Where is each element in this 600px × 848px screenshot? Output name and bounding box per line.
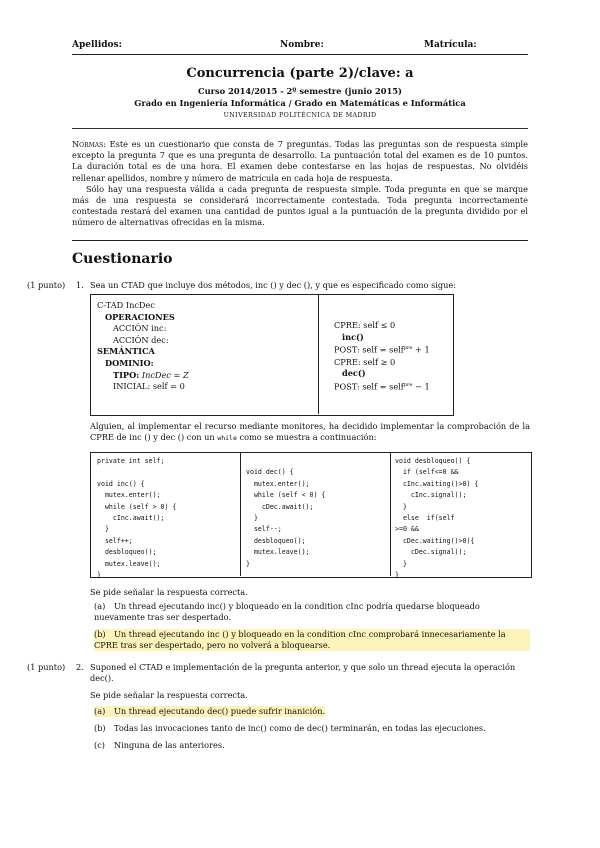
- option-letter: (a): [94, 601, 106, 611]
- ctad-semantics-heading: SEMÁNTICA: [97, 346, 155, 357]
- option-text: Todas las invocaciones tanto de inc() como de dec() terminarán, en todas las ejecuciones.: [114, 723, 486, 733]
- option-text: Un thread ejecutando dec() puede sufrir inanición.: [114, 706, 326, 716]
- course-line: Curso 2014/2015 - 2º semestre (junio 2015): [198, 86, 402, 96]
- q1-option-a[interactable]: [94, 601, 530, 623]
- norms-bottom-divider: [72, 240, 528, 241]
- code-divider-1: [240, 452, 241, 576]
- ctad-type-label: TIPO:: [113, 369, 140, 380]
- cpre-inc: CPRE: self ≤ 0: [334, 320, 396, 330]
- q2-option-b[interactable]: [94, 723, 530, 734]
- code-column-inc: private int self; void inc() { mutex.enter(); while (self > 0) { cInc.await(); } self++; desbloqueo(); mutex.leave(); }: [97, 457, 177, 580]
- q1-implementation-text: Alguien, al implementar el recurso mediante monitores, ha decidido implementar la comprobación de la CPRE de inc () y dec () con un while como se muestra a continuación:: [90, 421, 530, 442]
- ctad-action-inc: ACCIÓN inc:: [113, 323, 167, 334]
- option-letter: (b): [94, 629, 106, 639]
- nombre-label: Nombre:: [280, 40, 324, 50]
- ctad-domain-heading: DOMINIO:: [105, 357, 154, 368]
- code-column-dec: void dec() { mutex.enter(); while (self < 0) { cDec.await(); } self--; desbloqueo(); mutex.leave(); }: [246, 468, 326, 568]
- ctad-operations-heading: OPERACIONES: [105, 311, 175, 322]
- section-title: Cuestionario: [72, 251, 173, 267]
- ctad-type-value: IncDec = Z: [139, 369, 189, 380]
- option-text: Un thread ejecutando inc() y bloqueado en la condition cInc podría quedarse bloqueado nuevamente tras ser despertado.: [94, 601, 480, 623]
- op-dec: dec(): [342, 368, 366, 379]
- q1-points: (1 punto): [27, 280, 66, 290]
- q1-number: 1.: [76, 280, 84, 290]
- q1-prompt: Se pide señalar la respuesta correcta.: [90, 587, 248, 597]
- norms-paragraph-2: Sólo hay una respuesta válida a cada pregunta de respuesta simple. Toda pregunta en que se marque más de una respuesta se considerará incorrectamente contestada. Toda pregunta incorrectamente contestada restará del examen una cantidad de puntos igual a la puntuación de la pregunta dividido por el número de alternativas ofrecidas en la misma.: [72, 183, 528, 228]
- norms-paragraph-1: : Este es un cuestionario que consta de 7 preguntas. Todas las preguntas son de respuesta simple excepto la pregunta 7 que es una pregunta de desarrollo. La puntuación total del examen es de 10 puntos. La duración total es de una hora. El examen debe contestarse en las hojas de respuestas. No olvidéis rellenar apellidos, nombre y número de matrícula en cada hoja de respuesta.: [72, 139, 528, 183]
- q2-number: 2.: [76, 662, 84, 672]
- q2-prompt: Se pide señalar la respuesta correcta.: [90, 690, 248, 700]
- norms-lead: Normas: [72, 139, 104, 149]
- ctad-spec-divider: [318, 294, 319, 414]
- ctad-name: C-TAD IncDec: [97, 300, 155, 310]
- ctad-spec-right: [334, 320, 430, 393]
- q2-option-a[interactable]: [94, 706, 325, 717]
- matricula-label: Matrícula:: [424, 40, 477, 50]
- code-column-desbloqueo: void desbloqueo() { if (self<=0 && cInc.waiting()>0) { cInc.signal(); } else if(self >=0 && cDec.waiting()>0){ cDec.signal(); } }: [395, 457, 479, 580]
- while-keyword: while: [217, 434, 237, 442]
- q2-option-c[interactable]: [94, 740, 225, 751]
- op-inc: inc(): [342, 331, 364, 342]
- post-dec: POST: self = self$^{pre}$ − 1: [334, 381, 430, 392]
- student-info-fields: [72, 40, 528, 54]
- option-letter: (b): [94, 723, 106, 733]
- exam-title: Concurrencia (parte 2)/clave: a: [186, 66, 414, 81]
- q1-option-b[interactable]: [94, 629, 530, 651]
- option-text: Un thread ejecutando inc () y bloqueado en la condition cInc comprobará innecesariamente la CPRE tras ser despertado, pero no volverá a bloquearse.: [94, 629, 506, 651]
- university-name: UNIVERSIDAD POLITÉCNICA DE MADRID: [223, 112, 377, 119]
- degree-line: Grado en Ingeniería Informática / Grado en Matemáticas e Informática: [134, 98, 466, 108]
- ctad-initial: INICIAL: self = 0: [113, 381, 185, 392]
- option-letter: (a): [94, 706, 106, 716]
- post-inc: POST: self = self$^{pre}$ + 1: [334, 344, 430, 355]
- option-text: Ninguna de las anteriores.: [114, 740, 225, 750]
- exam-rules: [72, 139, 528, 229]
- q1-text: Sea un CTAD que incluye dos métodos, inc () y dec (), y que es especificado como sigue:: [90, 280, 457, 290]
- q2-points: (1 punto): [27, 662, 66, 672]
- option-letter: (c): [94, 740, 105, 750]
- ctad-spec-left: [97, 300, 189, 393]
- norms-top-divider: [72, 128, 528, 129]
- cpre-dec: CPRE: self ≥ 0: [334, 356, 396, 367]
- header-divider: [72, 54, 528, 55]
- code-divider-2: [390, 452, 391, 576]
- apellidos-label: Apellidos:: [72, 40, 122, 50]
- q2-text: Suponed el CTAD e implementación de la pregunta anterior, y que solo un thread ejecuta la operación dec().: [90, 662, 516, 683]
- ctad-action-dec: ACCIÓN dec:: [113, 334, 169, 345]
